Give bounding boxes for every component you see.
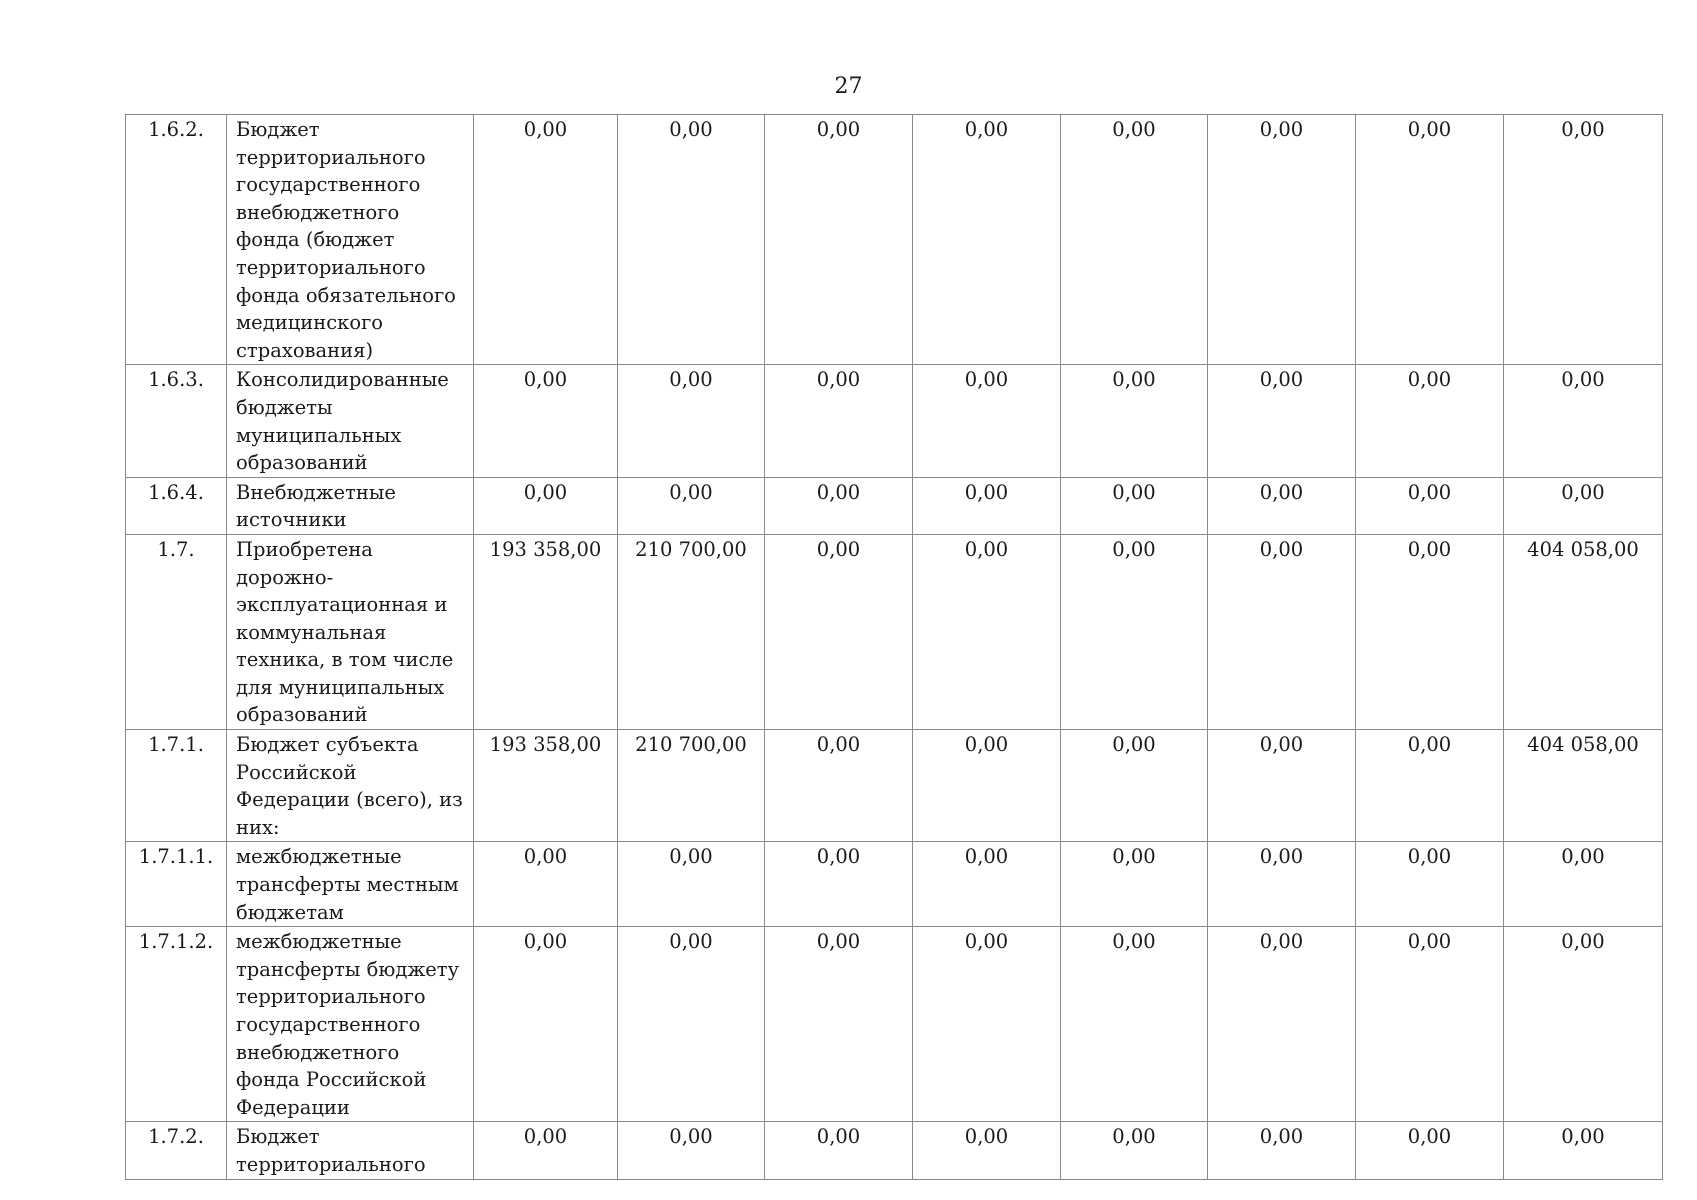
row-number: 1.7.1. bbox=[126, 730, 227, 842]
row-value: 0,00 bbox=[913, 534, 1061, 729]
table-row bbox=[126, 842, 1663, 927]
row-value: 0,00 bbox=[765, 842, 913, 927]
row-value: 0,00 bbox=[1356, 477, 1504, 534]
page-number: 27 bbox=[834, 74, 863, 99]
row-value: 0,00 bbox=[1208, 927, 1356, 1122]
row-value: 0,00 bbox=[1356, 534, 1504, 729]
row-value: 0,00 bbox=[1208, 842, 1356, 927]
row-value: 0,00 bbox=[1356, 365, 1504, 477]
row-value: 0,00 bbox=[618, 1122, 765, 1179]
row-value: 0,00 bbox=[1356, 1122, 1504, 1179]
row-value: 0,00 bbox=[913, 365, 1061, 477]
table-row bbox=[126, 115, 1663, 365]
row-value: 0,00 bbox=[1356, 730, 1504, 842]
row-name: Приобретена дорожно-эксплуатационная и коммунальная техника, в том числе для муниципальных образований bbox=[227, 534, 474, 729]
row-name: Бюджет территориального государственного внебюджетного фонда (бюджет территориального фонда обязательного медицинского страхования) bbox=[227, 115, 474, 365]
row-value: 0,00 bbox=[913, 115, 1061, 365]
row-value: 0,00 bbox=[474, 365, 618, 477]
row-value: 0,00 bbox=[765, 477, 913, 534]
row-value: 0,00 bbox=[474, 1122, 618, 1179]
row-value: 0,00 bbox=[618, 365, 765, 477]
row-value: 0,00 bbox=[474, 115, 618, 365]
row-value: 0,00 bbox=[765, 115, 913, 365]
table-row bbox=[126, 365, 1663, 477]
row-number: 1.7.1.1. bbox=[126, 842, 227, 927]
row-value: 0,00 bbox=[913, 477, 1061, 534]
row-value: 0,00 bbox=[765, 534, 913, 729]
row-value: 193 358,00 bbox=[474, 534, 618, 729]
row-value: 0,00 bbox=[1061, 927, 1208, 1122]
row-value: 0,00 bbox=[1504, 842, 1663, 927]
row-value: 0,00 bbox=[474, 927, 618, 1122]
row-value: 0,00 bbox=[618, 477, 765, 534]
row-value: 0,00 bbox=[1504, 477, 1663, 534]
row-name: Внебюджетные источники bbox=[227, 477, 474, 534]
table-row bbox=[126, 927, 1663, 1122]
row-value: 0,00 bbox=[1208, 115, 1356, 365]
row-number: 1.6.3. bbox=[126, 365, 227, 477]
row-value: 0,00 bbox=[913, 730, 1061, 842]
row-value: 0,00 bbox=[765, 365, 913, 477]
row-value: 0,00 bbox=[618, 115, 765, 365]
row-number: 1.7. bbox=[126, 534, 227, 729]
table-row bbox=[126, 1122, 1663, 1179]
row-value: 0,00 bbox=[474, 477, 618, 534]
row-value: 0,00 bbox=[765, 1122, 913, 1179]
row-name: Бюджет субъекта Российской Федерации (всего), из них: bbox=[227, 730, 474, 842]
row-value: 0,00 bbox=[1504, 115, 1663, 365]
budget-table bbox=[125, 114, 1663, 1180]
row-value: 0,00 bbox=[1061, 477, 1208, 534]
row-value: 0,00 bbox=[1208, 1122, 1356, 1179]
row-value: 0,00 bbox=[1208, 477, 1356, 534]
row-value: 0,00 bbox=[913, 927, 1061, 1122]
row-value: 0,00 bbox=[1356, 842, 1504, 927]
row-value: 0,00 bbox=[1208, 365, 1356, 477]
row-name: межбюджетные трансферты местным бюджетам bbox=[227, 842, 474, 927]
row-value: 0,00 bbox=[1061, 534, 1208, 729]
row-value: 0,00 bbox=[1504, 927, 1663, 1122]
row-number: 1.6.2. bbox=[126, 115, 227, 365]
row-value: 0,00 bbox=[913, 1122, 1061, 1179]
row-value: 0,00 bbox=[1061, 1122, 1208, 1179]
row-value: 0,00 bbox=[765, 927, 913, 1122]
row-value: 0,00 bbox=[1504, 1122, 1663, 1179]
table-body bbox=[126, 115, 1663, 1180]
row-value: 0,00 bbox=[1061, 842, 1208, 927]
row-value: 0,00 bbox=[618, 842, 765, 927]
row-value: 0,00 bbox=[618, 927, 765, 1122]
row-name: Бюджет территориального bbox=[227, 1122, 474, 1179]
row-value: 404 058,00 bbox=[1504, 534, 1663, 729]
row-value: 0,00 bbox=[1061, 730, 1208, 842]
row-value: 0,00 bbox=[1504, 365, 1663, 477]
row-value: 193 358,00 bbox=[474, 730, 618, 842]
row-name: Консолидированные бюджеты муниципальных образований bbox=[227, 365, 474, 477]
row-value: 0,00 bbox=[1356, 927, 1504, 1122]
table-row bbox=[126, 730, 1663, 842]
row-value: 404 058,00 bbox=[1504, 730, 1663, 842]
row-value: 0,00 bbox=[474, 842, 618, 927]
row-value: 0,00 bbox=[1208, 730, 1356, 842]
row-value: 210 700,00 bbox=[618, 730, 765, 842]
row-number: 1.6.4. bbox=[126, 477, 227, 534]
row-value: 0,00 bbox=[1061, 365, 1208, 477]
row-value: 0,00 bbox=[765, 730, 913, 842]
row-number: 1.7.1.2. bbox=[126, 927, 227, 1122]
row-value: 0,00 bbox=[1208, 534, 1356, 729]
row-value: 0,00 bbox=[1356, 115, 1504, 365]
table-row bbox=[126, 534, 1663, 729]
row-value: 210 700,00 bbox=[618, 534, 765, 729]
row-name: межбюджетные трансферты бюджету территориального государственного внебюджетного фонда Российской Федерации bbox=[227, 927, 474, 1122]
row-value: 0,00 bbox=[1061, 115, 1208, 365]
row-number: 1.7.2. bbox=[126, 1122, 227, 1179]
row-value: 0,00 bbox=[913, 842, 1061, 927]
table-row bbox=[126, 477, 1663, 534]
